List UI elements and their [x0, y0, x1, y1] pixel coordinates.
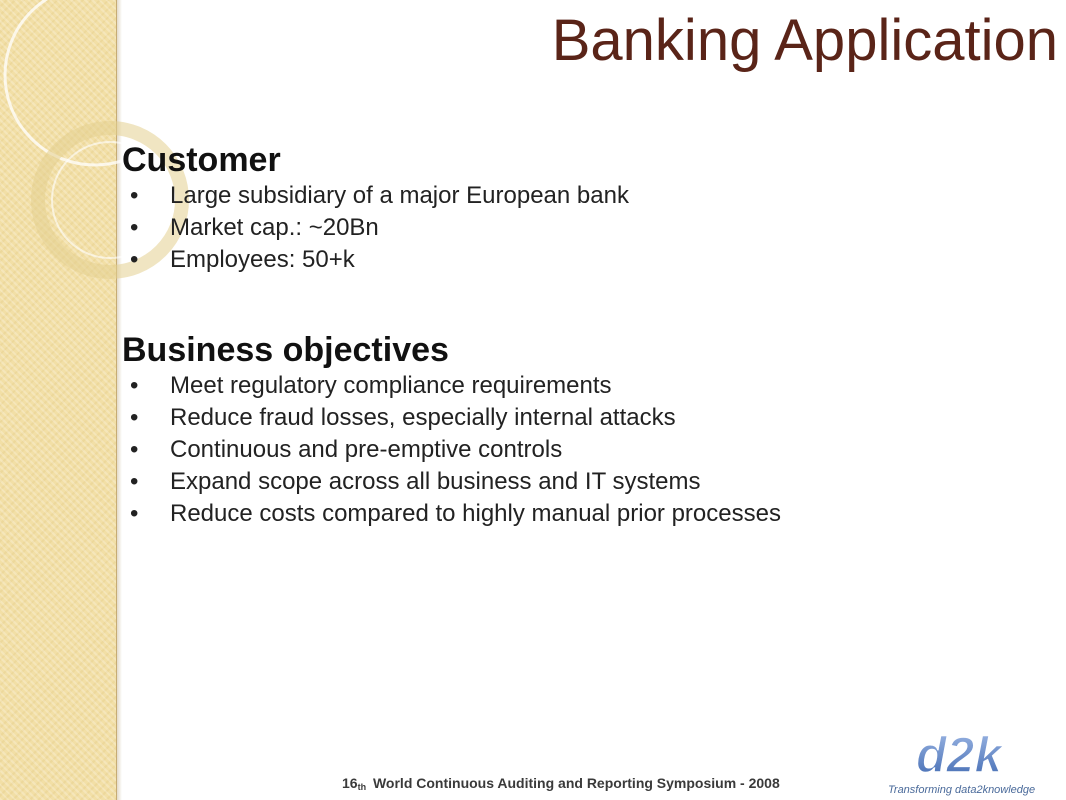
list-item [122, 498, 781, 530]
section-business-objectives [122, 330, 781, 530]
bullet-icon: • [130, 182, 139, 209]
bullet-icon: • [130, 246, 139, 273]
list-item [122, 434, 781, 466]
bullet-icon: • [130, 372, 139, 399]
bullet-text: Large subsidiary of a major European bank [170, 182, 629, 209]
list-item [122, 244, 629, 276]
bullet-text: Market cap.: ~20Bn [170, 214, 379, 241]
bullet-icon: • [130, 436, 139, 463]
bullet-icon: • [130, 500, 139, 527]
list-item [122, 402, 781, 434]
logo-letters: d2k [916, 727, 1003, 780]
section-heading-customer: Customer [122, 141, 281, 179]
bullet-text: Expand scope across all business and IT systems [170, 468, 701, 495]
customer-bullet-list [122, 180, 629, 276]
bullet-text: Continuous and pre-emptive controls [170, 436, 563, 463]
d2k-logo [878, 724, 1058, 796]
bullet-text: Reduce fraud losses, especially internal attacks [170, 404, 676, 431]
d2k-logo-mark [878, 724, 1058, 780]
section-heading-business-objectives: Business objectives [122, 331, 449, 369]
footer-ordinal-suffix: th [357, 782, 367, 792]
list-item [122, 180, 629, 212]
bullet-text: Employees: 50+k [170, 246, 355, 273]
bullet-icon: • [130, 468, 139, 495]
bullet-icon: • [130, 214, 139, 241]
decorative-side-band [0, 0, 117, 800]
logo-tagline: Transforming data2knowledge [888, 784, 1036, 796]
slide-title: Banking Application [551, 8, 1058, 73]
business-objectives-bullet-list [122, 370, 781, 530]
bullet-text: Reduce costs compared to highly manual prior processes [170, 500, 781, 527]
list-item [122, 370, 781, 402]
bullet-icon: • [130, 404, 139, 431]
list-item [122, 466, 781, 498]
footer-text [342, 775, 780, 792]
footer-title: World Continuous Auditing and Reporting Symposium - 2008 [369, 775, 780, 791]
list-item [122, 212, 629, 244]
footer-ordinal-number: 16 [342, 775, 358, 791]
bullet-text: Meet regulatory compliance requirements [170, 372, 612, 399]
section-customer [122, 140, 629, 276]
